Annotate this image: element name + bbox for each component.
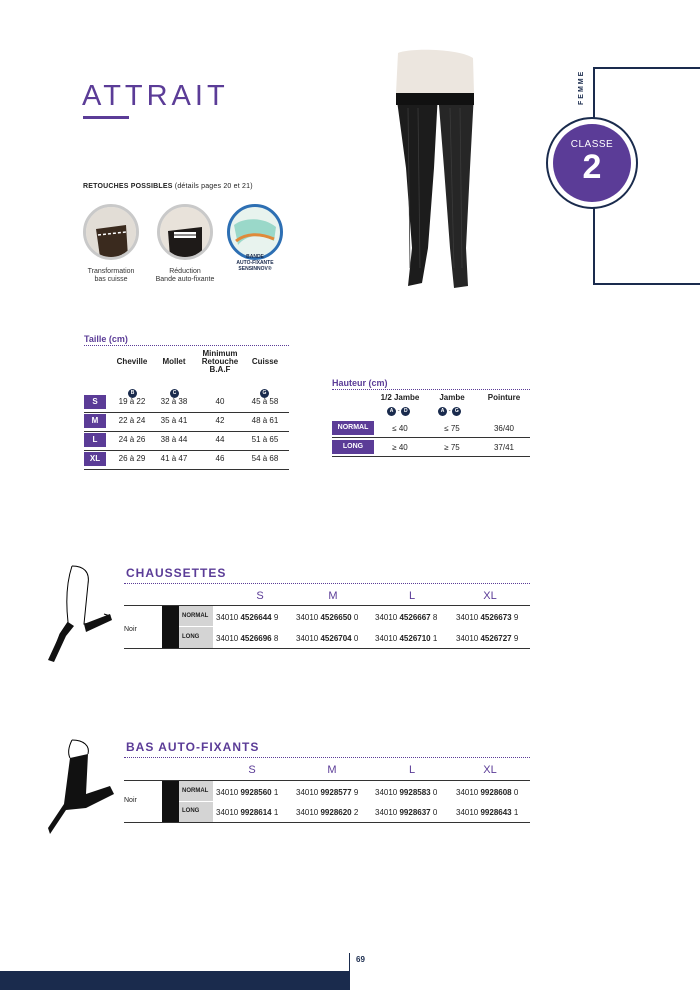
product-code <box>456 634 518 643</box>
size-label: S <box>84 395 106 409</box>
code-main: 9928577 <box>320 788 352 797</box>
code-prefix: 34010 <box>296 613 319 622</box>
chaussettes-title: CHAUSSETTES <box>126 566 227 580</box>
code-main: 4526696 <box>240 634 272 643</box>
length-label: NORMAL <box>332 421 374 435</box>
product-code <box>296 634 358 643</box>
band-reduction-image <box>157 204 213 260</box>
code-prefix: 34010 <box>456 634 479 643</box>
table-cell: 36/40 <box>493 424 515 433</box>
retouche-caption-2 <box>143 268 227 284</box>
thigh-transformation-image <box>83 204 139 260</box>
bas-divider <box>124 757 530 758</box>
code-prefix: 34010 <box>375 788 398 797</box>
caption-line: Transformation <box>87 268 135 275</box>
row-label-normal: NORMAL <box>182 788 209 794</box>
color-label: Noir <box>124 626 137 633</box>
size-label: L <box>84 433 106 447</box>
size-header: XL <box>483 764 497 776</box>
bas-bottom-rule <box>124 822 530 823</box>
stocking-leg-illustration <box>44 738 116 838</box>
size-header: XL <box>483 590 497 602</box>
code-main: 4526710 <box>399 634 431 643</box>
code-check: 9 <box>353 788 359 797</box>
taille-header-mollet: Mollet <box>162 357 186 366</box>
hauteur-rows <box>332 421 530 457</box>
code-prefix: 34010 <box>216 788 239 797</box>
sensinnov-band-image <box>227 204 283 260</box>
code-prefix: 34010 <box>296 808 319 817</box>
code-prefix: 34010 <box>375 613 398 622</box>
product-code <box>456 788 518 797</box>
chaussettes-divider <box>124 583 530 584</box>
retouches-label: RETOUCHES POSSIBLES <box>83 183 173 190</box>
code-check: 0 <box>353 613 359 622</box>
hauteur-header-jambe: Jambe <box>439 393 465 402</box>
table-cell: 24 à 26 <box>118 435 146 444</box>
badge-letter: A <box>387 407 396 416</box>
code-prefix: 34010 <box>296 788 319 797</box>
code-main: 4526704 <box>320 634 352 643</box>
code-check: 0 <box>432 808 438 817</box>
table-cell: 46 <box>215 454 225 463</box>
code-main: 9928614 <box>240 808 272 817</box>
taille-header-minimum: Minimum Retouche B.A.F <box>201 349 239 374</box>
row-label-long: LONG <box>182 808 200 814</box>
taille-header-cheville: Cheville <box>116 357 148 366</box>
product-code <box>216 808 278 817</box>
table-cell: ≥ 75 <box>444 443 460 452</box>
code-main: 9928608 <box>480 788 512 797</box>
code-prefix: 34010 <box>296 634 319 643</box>
code-main: 9928643 <box>480 808 512 817</box>
black-swatch <box>162 781 179 822</box>
page-number-tick <box>349 953 350 971</box>
table-cell: 51 à 65 <box>251 435 279 444</box>
size-header: L <box>408 764 416 776</box>
table-cell: ≥ 40 <box>392 443 408 452</box>
code-prefix: 34010 <box>216 634 239 643</box>
code-prefix: 34010 <box>456 613 479 622</box>
size-header: S <box>248 764 256 776</box>
hauteur-header-demi-jambe: 1/2 Jambe <box>380 393 420 402</box>
classe-badge <box>553 124 631 202</box>
badge-letter: B <box>128 389 137 398</box>
hauteur-title: Hauteur (cm) <box>332 378 388 388</box>
length-label: LONG <box>332 440 374 454</box>
table-row <box>332 421 530 438</box>
code-prefix: 34010 <box>216 613 239 622</box>
retouche-caption-3 <box>225 254 285 272</box>
table-cell: 22 à 24 <box>118 416 146 425</box>
table-cell: 45 à 58 <box>251 397 279 406</box>
size-header: M <box>327 764 337 776</box>
title-underline <box>83 116 129 119</box>
classe-number: 2 <box>582 148 602 186</box>
badge-letter: A <box>438 407 447 416</box>
table-cell: 40 <box>215 397 225 406</box>
table-cell: 37/41 <box>493 443 515 452</box>
badge-dash: - <box>397 408 400 414</box>
code-check: 1 <box>513 808 519 817</box>
femme-tab-label: FEMME <box>578 70 585 106</box>
table-row <box>84 452 289 470</box>
hauteur-header-pointure: Pointure <box>487 393 521 402</box>
product-photo <box>378 48 498 293</box>
taille-header-cuisse: Cuisse <box>251 357 279 366</box>
code-check: 9 <box>513 613 519 622</box>
code-main: 9928637 <box>399 808 431 817</box>
code-prefix: 34010 <box>216 808 239 817</box>
code-prefix: 34010 <box>456 808 479 817</box>
caption-line: bas cuisse <box>94 276 128 283</box>
hauteur-badges-1 <box>387 407 410 416</box>
retouches-heading <box>83 183 253 190</box>
code-check: 8 <box>432 613 438 622</box>
hauteur-badges-2 <box>438 407 461 416</box>
code-prefix: 34010 <box>375 808 398 817</box>
code-check: 2 <box>353 808 359 817</box>
code-check: 0 <box>432 788 438 797</box>
caption-line: Réduction <box>169 268 201 275</box>
table-cell: 35 à 41 <box>160 416 188 425</box>
product-code <box>296 788 358 797</box>
page-number: 69 <box>356 955 365 964</box>
badge-letter: G <box>260 389 269 398</box>
retouches-note: (détails pages 20 et 21) <box>174 183 253 190</box>
taille-title: Taille (cm) <box>84 334 128 344</box>
retouche-caption-1 <box>71 268 151 284</box>
product-code <box>456 808 518 817</box>
size-label: M <box>84 414 106 428</box>
table-row <box>84 395 289 413</box>
caption-line: BANDE <box>246 254 264 260</box>
taille-rows <box>84 395 289 470</box>
product-code <box>375 808 437 817</box>
color-label: Noir <box>124 797 137 804</box>
product-code <box>296 613 358 622</box>
badge-letter: G <box>452 407 461 416</box>
table-cell: 54 à 68 <box>251 454 279 463</box>
taille-divider <box>84 345 289 346</box>
classe-label: CLASSE <box>570 139 614 150</box>
row-label-long: LONG <box>182 634 200 640</box>
black-swatch <box>162 606 179 648</box>
size-header: M <box>328 590 338 602</box>
size-header: L <box>408 590 416 602</box>
product-code <box>375 634 437 643</box>
size-header: S <box>256 590 264 602</box>
code-check: 8 <box>273 634 279 643</box>
table-cell: ≤ 40 <box>392 424 408 433</box>
footer-bar <box>0 971 350 990</box>
row-label-normal: NORMAL <box>182 613 209 619</box>
caption-line: SENSINNOV® <box>238 266 272 272</box>
table-cell: 48 à 61 <box>251 416 279 425</box>
code-main: 9928583 <box>399 788 431 797</box>
code-main: 9928620 <box>320 808 352 817</box>
badge-letter: C <box>170 389 179 398</box>
caption-line: Bande auto-fixante <box>155 276 215 283</box>
code-check: 0 <box>513 788 519 797</box>
code-main: 4526727 <box>480 634 512 643</box>
caption-line: AUTO-FIXANTE <box>236 260 274 266</box>
table-cell: 44 <box>215 435 225 444</box>
product-code <box>375 788 437 797</box>
table-cell: 26 à 29 <box>118 454 146 463</box>
code-check: 9 <box>273 613 279 622</box>
product-code <box>216 613 278 622</box>
page-title: ATTRAIT <box>82 80 229 112</box>
badge-letter: D <box>401 407 410 416</box>
size-label: XL <box>84 452 106 466</box>
code-main: 4526673 <box>480 613 512 622</box>
hauteur-divider <box>332 389 530 390</box>
table-row <box>84 414 289 432</box>
sock-leg-illustration <box>44 564 114 664</box>
code-prefix: 34010 <box>456 788 479 797</box>
table-row <box>332 440 530 457</box>
code-check: 9 <box>513 634 519 643</box>
code-prefix: 34010 <box>375 634 398 643</box>
table-cell: 42 <box>215 416 225 425</box>
product-code <box>296 808 358 817</box>
badge-dash: - <box>448 408 451 414</box>
product-code <box>216 634 278 643</box>
table-row <box>84 433 289 451</box>
code-main: 4526644 <box>240 613 272 622</box>
chaussettes-bottom-rule <box>124 648 530 649</box>
code-main: 4526667 <box>399 613 431 622</box>
table-cell: 19 à 22 <box>118 397 146 406</box>
code-main: 4526650 <box>320 613 352 622</box>
code-check: 1 <box>273 788 279 797</box>
bas-title: BAS AUTO-FIXANTS <box>126 740 260 754</box>
table-cell: 32 à 38 <box>160 397 188 406</box>
product-code <box>216 788 278 797</box>
product-code <box>375 613 437 622</box>
table-cell: 38 à 44 <box>160 435 188 444</box>
table-cell: 41 à 47 <box>160 454 188 463</box>
code-check: 1 <box>273 808 279 817</box>
code-check: 1 <box>432 634 438 643</box>
code-main: 9928560 <box>240 788 272 797</box>
product-code <box>456 613 518 622</box>
table-cell: ≤ 75 <box>444 424 460 433</box>
code-check: 0 <box>353 634 359 643</box>
